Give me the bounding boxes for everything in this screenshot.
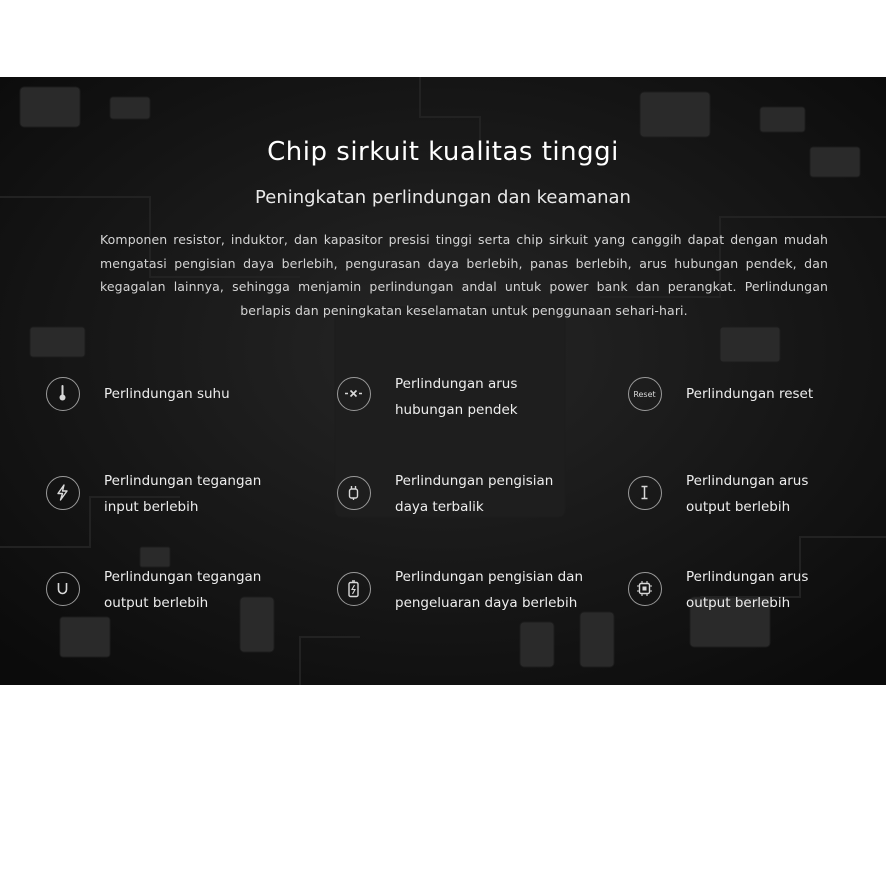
plug-icon bbox=[337, 476, 371, 510]
feature-reset bbox=[628, 373, 878, 433]
feature-label: Perlindungan arus output berlebih bbox=[686, 569, 809, 611]
battery-icon bbox=[337, 572, 371, 606]
current-i-icon bbox=[628, 476, 662, 510]
svg-text:Reset: Reset bbox=[633, 390, 656, 399]
feature-temperature bbox=[46, 373, 296, 433]
feature-input-overvoltage bbox=[46, 466, 316, 526]
lightning-icon bbox=[46, 476, 80, 510]
chip-icon bbox=[628, 572, 662, 606]
short-circuit-icon bbox=[337, 377, 371, 411]
section-subtitle: Peningkatan perlindungan dan keamanan bbox=[255, 187, 631, 208]
section-description: Komponen resistor, induktor, dan kapasitor presisi tinggi serta chip sirkuit yang canggih dapat dengan mudah mengatasi pengisian daya berlebih, pengurasan daya berlebih, panas berlebih, arus hubungan pendek, dan kegagalan lainnya, sehingga menjamin perlindungan andal untuk power bank dan perangkat. Perlindungan berlapis dan peningkatan keselamatan untuk penggunaan sehari-hari. bbox=[100, 232, 828, 318]
thermometer-icon bbox=[46, 377, 80, 411]
feature-output-overcurrent bbox=[628, 466, 878, 526]
feature-short-circuit bbox=[337, 367, 587, 427]
feature-reverse-charging bbox=[337, 466, 607, 526]
u-voltage-icon bbox=[46, 572, 80, 606]
feature-over-charge-discharge bbox=[337, 562, 627, 622]
feature-label: Perlindungan reset bbox=[686, 386, 814, 402]
reset-icon bbox=[628, 377, 662, 411]
feature-label: Perlindungan arus output berlebih bbox=[686, 473, 809, 515]
feature-banner bbox=[0, 77, 886, 685]
section-title: Chip sirkuit kualitas tinggi bbox=[267, 137, 619, 167]
feature-output-overvoltage bbox=[46, 562, 316, 622]
feature-label: Perlindungan arus hubungan pendek bbox=[395, 376, 518, 418]
feature-label: Perlindungan tegangan output berlebih bbox=[104, 569, 262, 611]
feature-label: Perlindungan tegangan input berlebih bbox=[104, 473, 262, 515]
feature-label: Perlindungan suhu bbox=[104, 386, 230, 402]
feature-label: Perlindungan pengisian dan pengeluaran daya berlebih bbox=[395, 569, 583, 611]
feature-output-overcurrent-2 bbox=[628, 562, 878, 622]
feature-label: Perlindungan pengisian daya terbalik bbox=[395, 473, 554, 515]
